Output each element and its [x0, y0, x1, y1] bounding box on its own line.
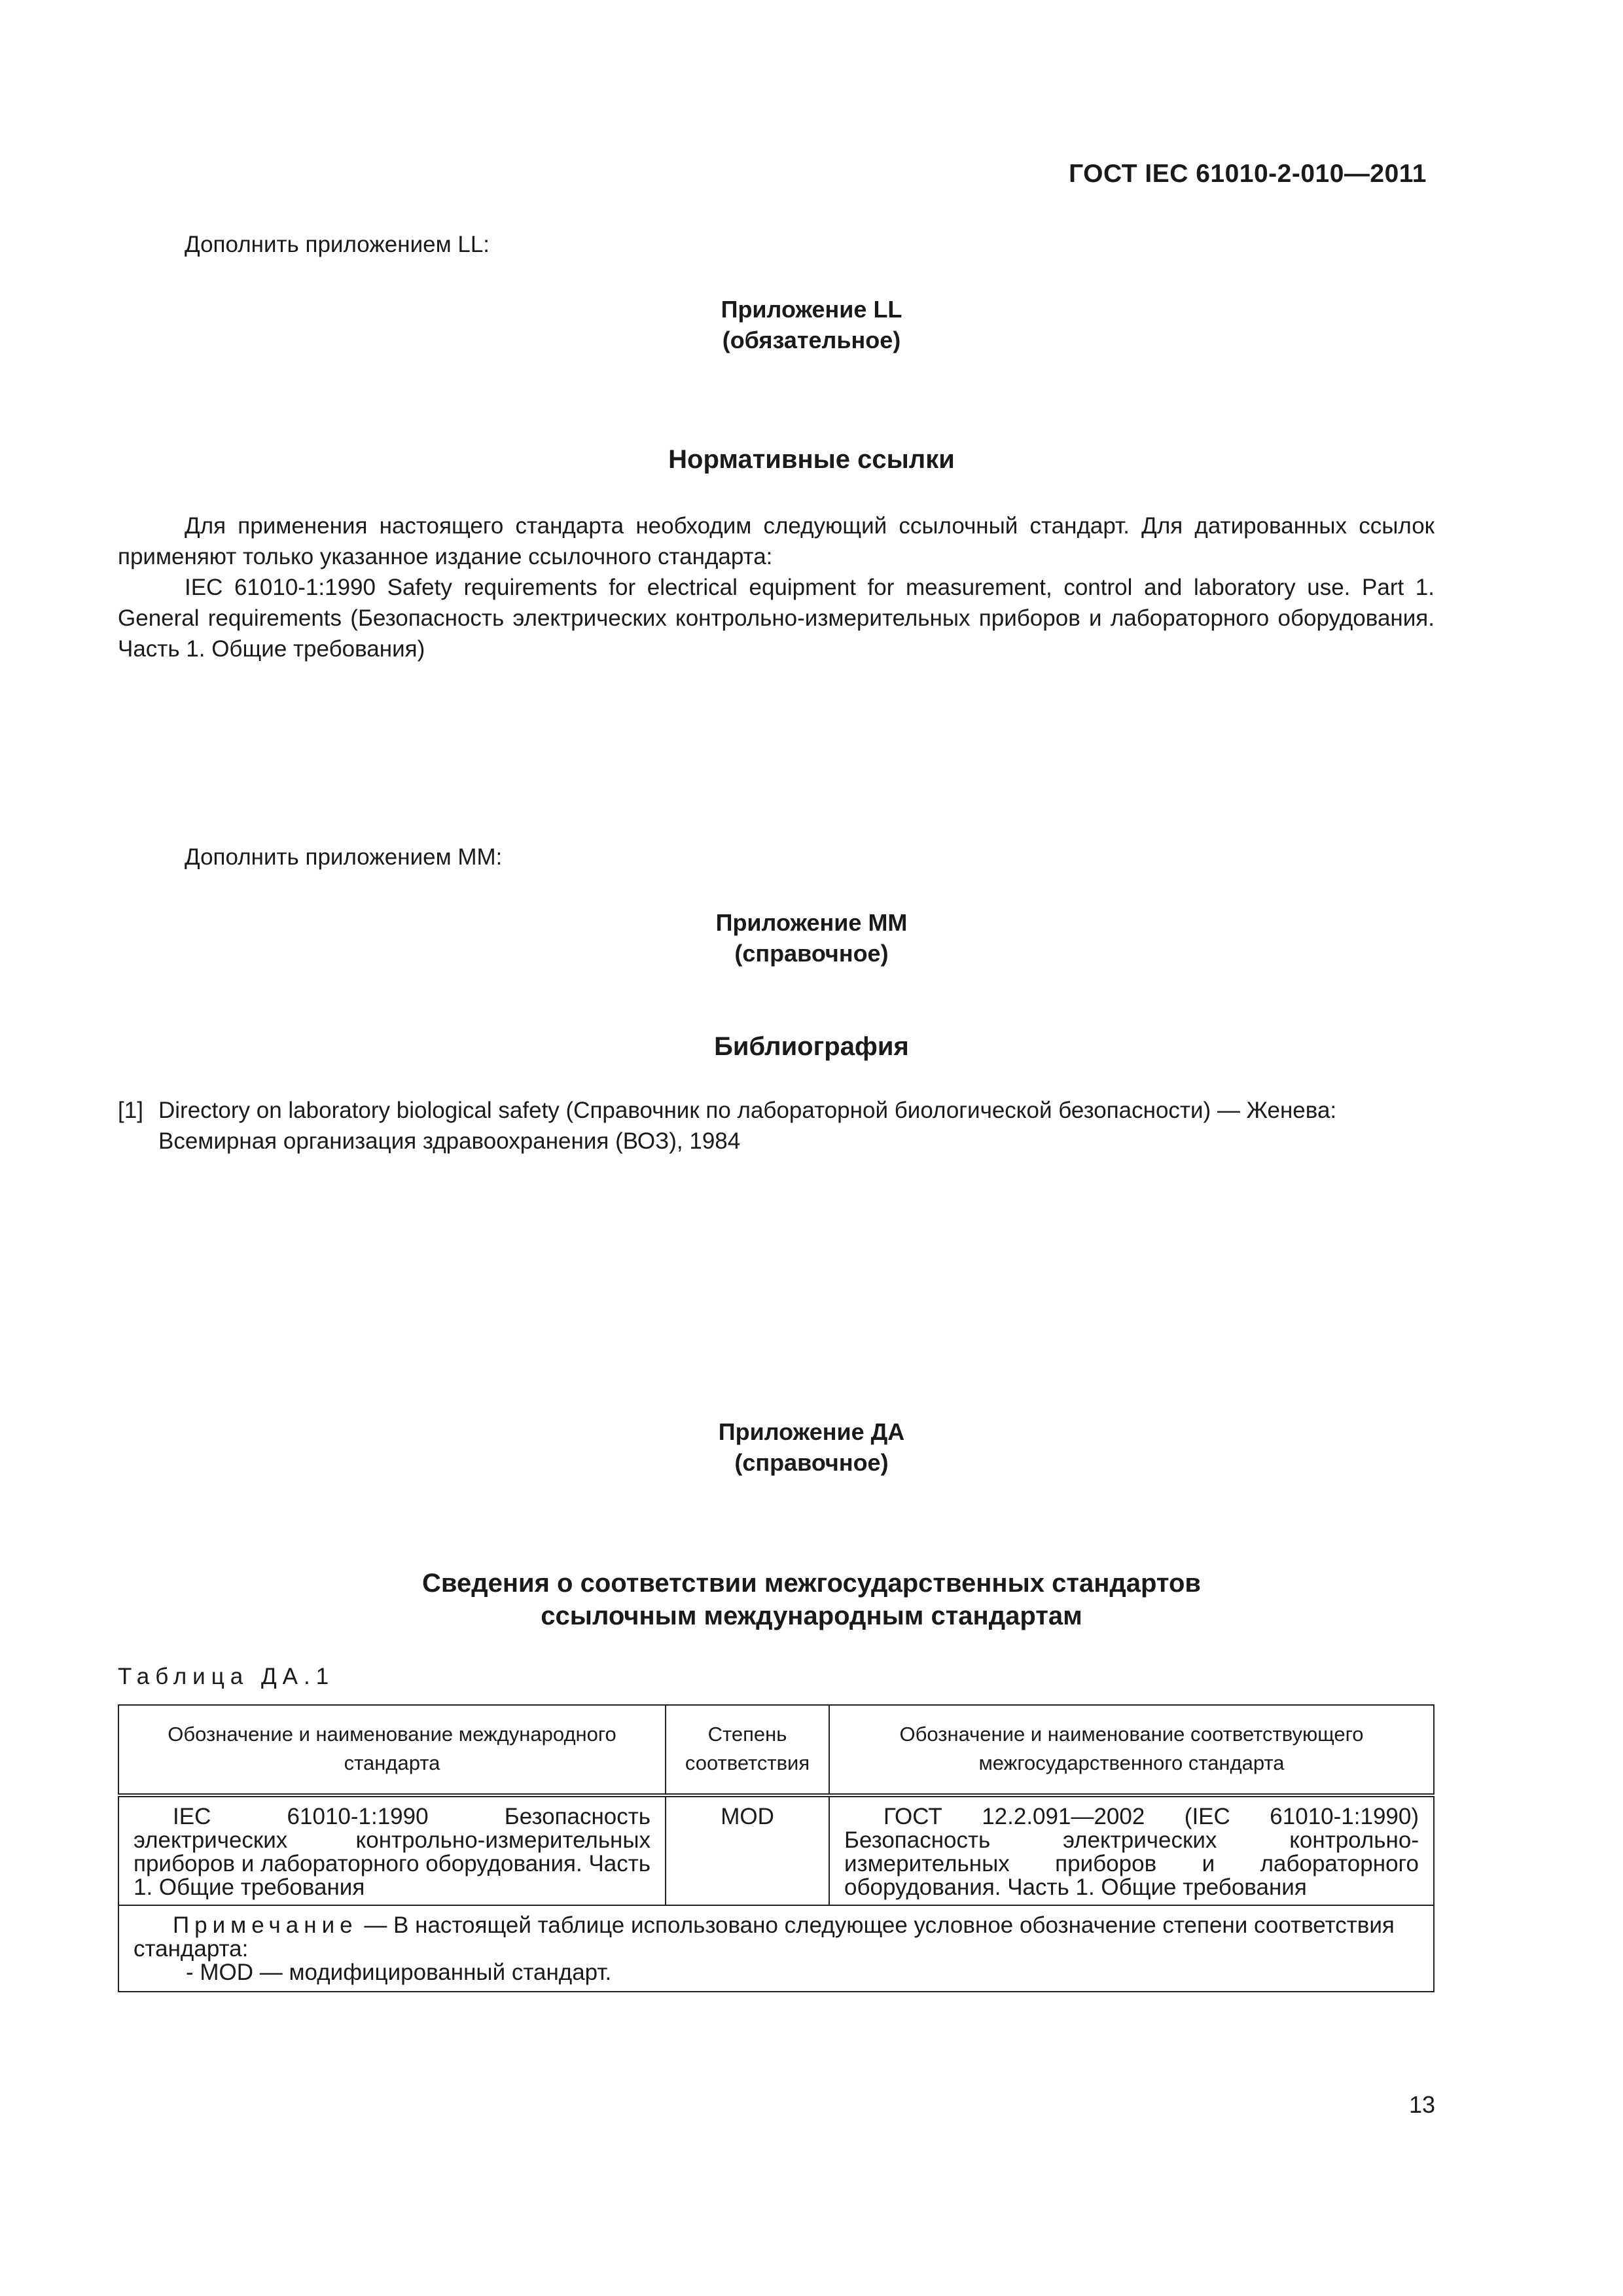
table-note-text: — В настоящей таблице использовано следующее условное обозначение степени соответствия стандарта: — [134, 1912, 1395, 1962]
normative-references-para-2: IEC 61010-1:1990 Safety requirements for electrical equipment for measurement, control and laboratory use. Part 1. General requirements (Безопасность электрических контрольно-измерительных приборов и лабораторного оборудования. Часть 1. Общие требования) — [118, 575, 1435, 662]
correspondence-table — [118, 1704, 1435, 1992]
column-header-degree: Степень соответствия — [666, 1705, 829, 1795]
bibliography-entry-number: [1] — [118, 1098, 143, 1123]
annex-da-heading-line-2: ссылочным международным стандартам — [541, 1602, 1082, 1630]
cell-interstate-text: ГОСТ 12.2.091—2002 (IEC 61010-1:1990) Безопасность электрических контрольно-измерительных приборов и лабораторного оборудования. Часть 1. Общие требования — [844, 1804, 1419, 1900]
annex-da-heading-line-1: Сведения о соответствии межгосударственных стандартов — [422, 1569, 1201, 1598]
annex-mm-status: (справочное) — [734, 940, 889, 967]
cell-interstate-standard — [829, 1795, 1434, 1905]
table-row — [118, 1795, 1434, 1905]
column-header-international: Обозначение и наименование международного стандарта — [118, 1705, 666, 1795]
annex-ll-lead: Дополнить приложением LL: — [185, 232, 490, 257]
document-number: ГОСТ IEC 61010-2-010—2011 — [1069, 160, 1427, 188]
normative-references-para-1: Для применения настоящего стандарта необходим следующий ссылочный стандарт. Для датированных ссылок применяют только указанное издание ссылочного стандарта: — [118, 513, 1435, 569]
table-header-row — [118, 1705, 1434, 1795]
annex-mm-lead: Дополнить приложением MM: — [185, 844, 503, 870]
annex-da-status: (справочное) — [734, 1449, 889, 1476]
table-note-row — [118, 1905, 1434, 1992]
bibliography-heading: Библиография — [714, 1032, 909, 1061]
annex-ll-title: Приложение LL — [721, 296, 902, 323]
annex-mm-title: Приложение MM — [715, 909, 908, 936]
normative-references-heading: Нормативные ссылки — [668, 445, 955, 474]
bibliography-entry — [118, 1095, 1435, 1157]
table-note-line — [134, 1914, 1419, 1961]
column-header-interstate: Обозначение и наименование соответствующего межгосударственного стандарта — [829, 1705, 1434, 1795]
annex-ll-status: (обязательное) — [722, 327, 901, 353]
annex-da-title: Приложение ДА — [718, 1418, 905, 1445]
cell-international-standard — [118, 1795, 666, 1905]
bibliography-entry-text: Directory on laboratory biological safety (Справочник по лабораторной биологической безопасности) — Женева: Всемирная организация здравоохранения (ВОЗ), 1984 — [158, 1098, 1337, 1154]
page-number: 13 — [1408, 2091, 1435, 2118]
normative-references-text — [118, 511, 1435, 664]
table-note — [118, 1905, 1434, 1992]
table-note-label: Примечание — [173, 1912, 358, 1938]
table-caption: Таблица ДА.1 — [118, 1664, 335, 1689]
table-note-item: - MOD — модифицированный стандарт. — [186, 1960, 612, 1985]
cell-degree: MOD — [666, 1795, 829, 1905]
cell-international-text: IEC 61010-1:1990 Безопасность электрических контрольно-измерительных приборов и лабораторного оборудования. Часть 1. Общие требования — [134, 1804, 651, 1900]
